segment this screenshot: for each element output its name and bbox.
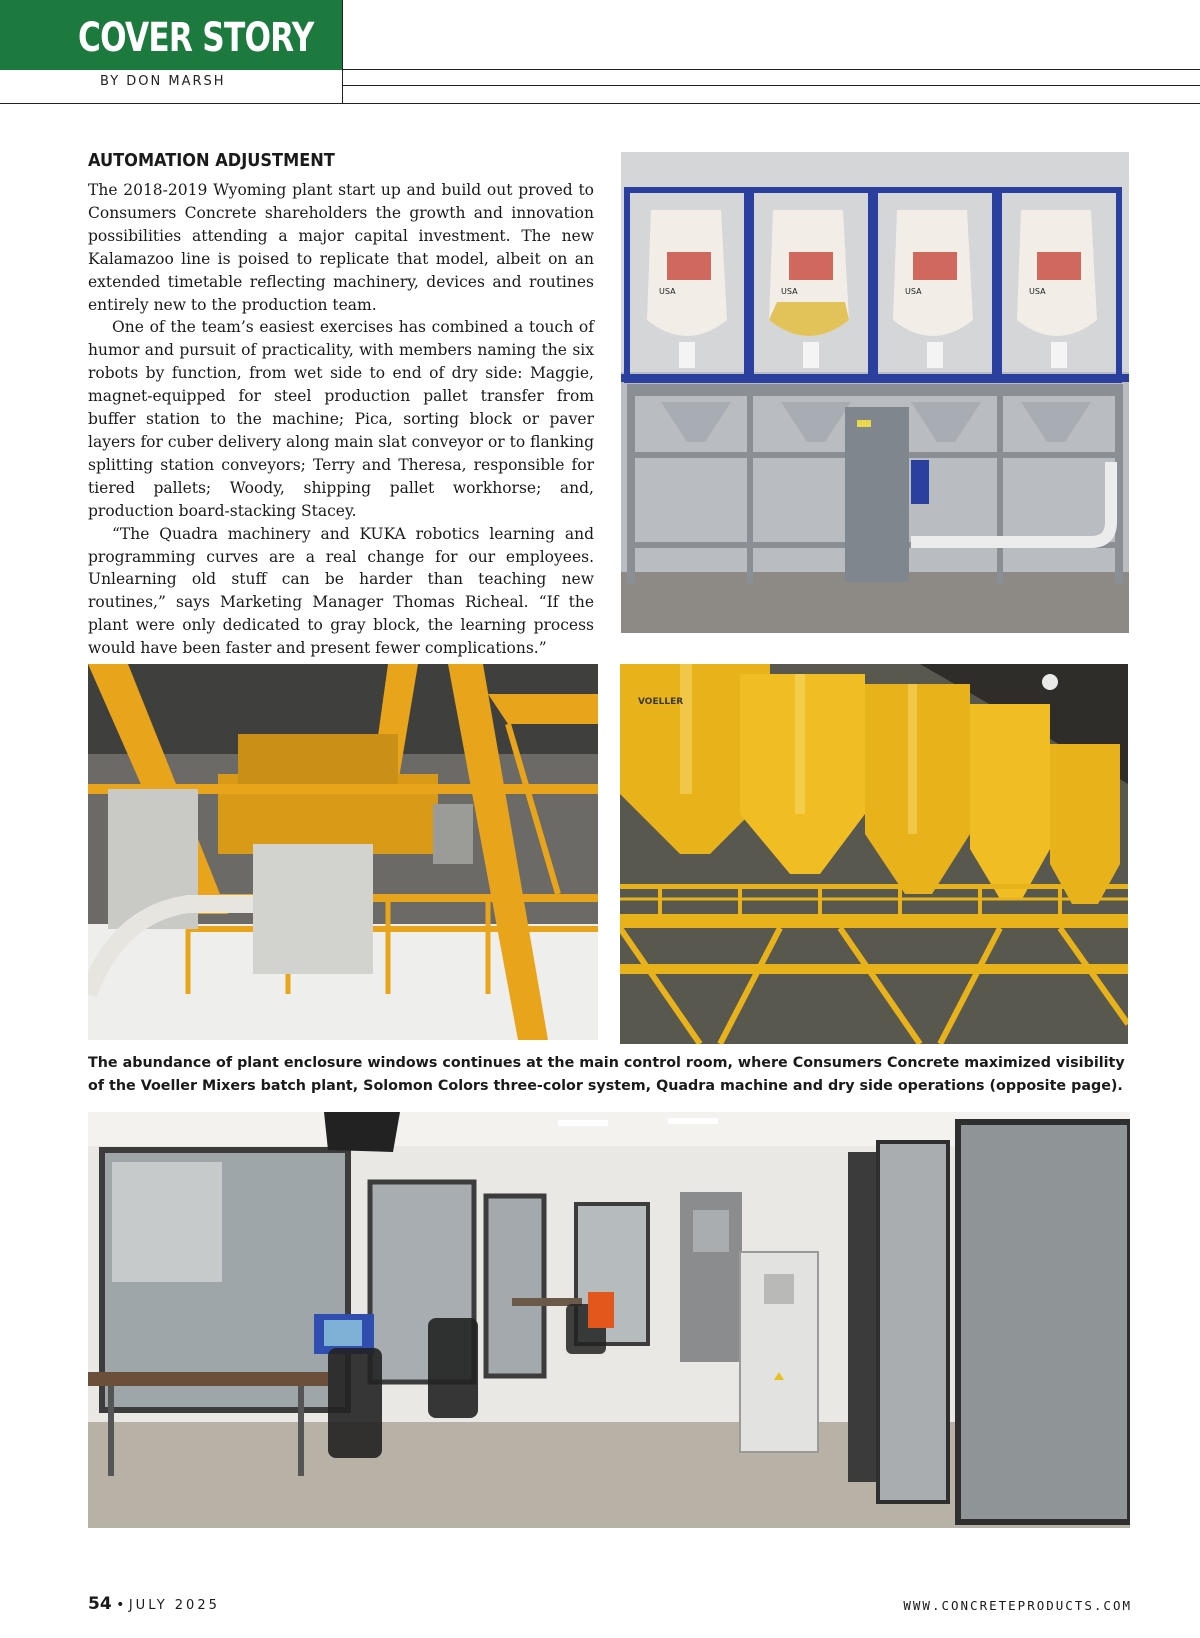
section-title: COVER STORY bbox=[78, 15, 314, 61]
article-paragraph: “The Quadra machinery and KUKA robotics learning and programming curves are a real change for our employees. Unlearning old stuff can be harder than teaching new routines,” says Marketing Manager Thomas Richeal. “If the plant were only dedicated to gray block, the learning process would have been faster and present fewer complications.” bbox=[88, 524, 594, 658]
bag-label: USA bbox=[905, 287, 922, 296]
photo-caption: The abundance of plant enclosure windows continues at the main control room, where Consumers Concrete maximized visibility of the Voeller Mixers batch plant, Solomon Colors three-color system, Quadra machine and dry side operations (opposite page). bbox=[88, 1055, 1125, 1094]
issue-date: JULY 2025 bbox=[128, 1598, 220, 1613]
article-paragraph: One of the team’s easiest exercises has combined a touch of humor and pursuit of practicality, with members naming the six robots by function, from wet side to end of dry side: Maggie, magnet-equipped for steel production pallet transfer from buffer station to the machine; Pica, sorting block or paver layers for cuber delivery along main slat conveyor or to flanking splitting station conveyors; Terry and Theresa, responsible for tiered pallets; Woody, shipping pallet workhorse; and, production board-stacking Stacey. bbox=[88, 318, 594, 520]
page-number: 54 bbox=[88, 1594, 112, 1614]
header-rule-top bbox=[343, 69, 1200, 70]
footer-website: WWW.CONCRETEPRODUCTS.COM bbox=[903, 1598, 1132, 1613]
silo-brand-label: VOELLER bbox=[638, 697, 684, 707]
footer-folio bbox=[88, 1594, 220, 1614]
photo-color-bulk-bags bbox=[621, 152, 1129, 633]
header-divider bbox=[342, 0, 343, 104]
article-subhead: AUTOMATION ADJUSTMENT bbox=[88, 150, 335, 171]
bag-label: USA bbox=[1029, 287, 1046, 296]
bag-label: USA bbox=[659, 287, 676, 296]
photo-cement-silos bbox=[620, 664, 1128, 1044]
header-rule-bottom bbox=[0, 103, 1200, 104]
byline: BY DON MARSH bbox=[100, 74, 226, 89]
folio-separator: • bbox=[116, 1597, 125, 1613]
header-rule-middle bbox=[343, 85, 1200, 86]
photo-mixer-tower bbox=[88, 664, 598, 1040]
photo-control-room bbox=[88, 1112, 1130, 1528]
bag-label: USA bbox=[781, 287, 798, 296]
article-paragraph: The 2018-2019 Wyoming plant start up and build out proved to Consumers Concrete shareholders the growth and innovation possibilities attending a major capital investment. The new Kalamazoo line is poised to replicate that model, albeit on an extended timetable reflecting machinery, devices and routines entirely new to the production team. bbox=[88, 181, 594, 314]
article-body bbox=[88, 179, 594, 660]
